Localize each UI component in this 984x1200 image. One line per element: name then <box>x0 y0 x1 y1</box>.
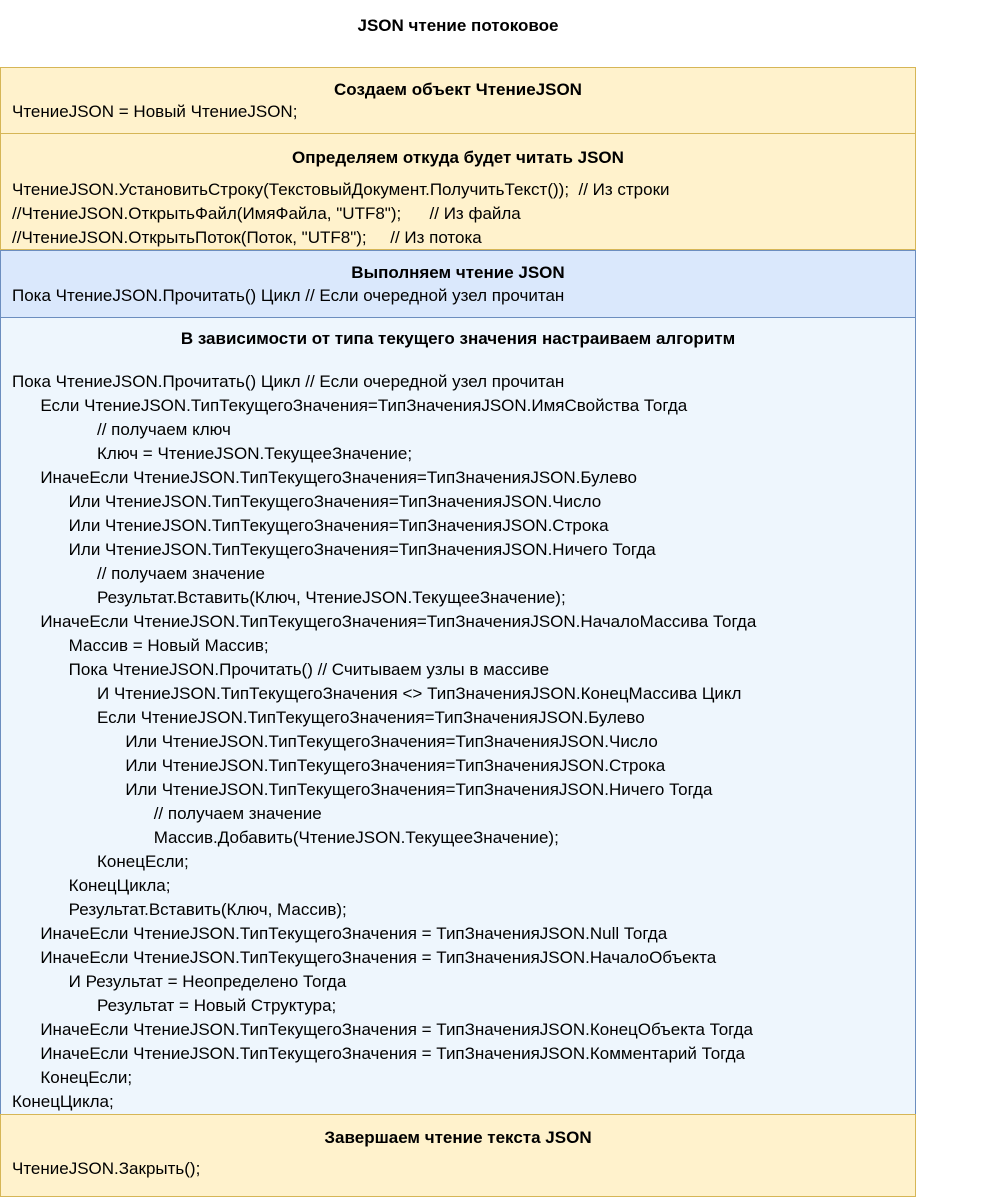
code-line: //ЧтениеJSON.ОткрытьПоток(Поток, "UTF8"); // Из потока <box>12 228 482 247</box>
code-line: ЧтениеJSON = Новый ЧтениеJSON; <box>12 102 298 121</box>
code-line: И Результат = Неопределено Тогда <box>12 972 347 991</box>
code-line: ЧтениеJSON.Закрыть(); <box>12 1159 201 1178</box>
code-line: Результат = Новый Структура; <box>12 996 337 1015</box>
code-line: КонецЕсли; <box>12 1068 133 1087</box>
code-line: Массив.Добавить(ЧтениеJSON.ТекущееЗначение); <box>12 828 559 847</box>
code-line: Или ЧтениеJSON.ТипТекущегоЗначения=ТипЗначенияJSON.Число <box>12 732 658 751</box>
code-line: // получаем ключ <box>12 420 231 439</box>
code-line: Пока ЧтениеJSON.Прочитать() // Считываем узлы в массиве <box>12 660 550 679</box>
block-heading: В зависимости от типа текущего значения настраиваем алгоритм <box>180 329 736 348</box>
code-line: Или ЧтениеJSON.ТипТекущегоЗначения=ТипЗначенияJSON.Число <box>12 492 602 511</box>
code-line: Если ЧтениеJSON.ТипТекущегоЗначения=ТипЗначенияJSON.Булево <box>12 708 645 727</box>
block-heading: Создаем объект ЧтениеJSON <box>334 80 582 99</box>
page-title: JSON чтение потоковое <box>357 16 559 35</box>
block-heading: Определяем откуда будет читать JSON <box>292 148 624 167</box>
close-block <box>0 1114 916 1197</box>
code-line: Или ЧтениеJSON.ТипТекущегоЗначения=ТипЗначенияJSON.Строка <box>12 516 609 535</box>
code-lines <box>12 100 912 124</box>
code-lines <box>12 284 912 308</box>
code-line: ИначеЕсли ЧтениеJSON.ТипТекущегоЗначения = ТипЗначенияJSON.НачалоОбъекта <box>12 948 717 967</box>
block-heading: Выполняем чтение JSON <box>351 263 565 282</box>
code-line: // получаем значение <box>12 564 265 583</box>
create-object-block <box>0 67 916 134</box>
code-line: ИначеЕсли ЧтениеJSON.ТипТекущегоЗначения=ТипЗначенияJSON.Булево <box>12 468 637 487</box>
source-block <box>0 133 916 250</box>
code-line: Массив = Новый Массив; <box>12 636 269 655</box>
code-line: ИначеЕсли ЧтениеJSON.ТипТекущегоЗначения=ТипЗначенияJSON.НачалоМассива Тогда <box>12 612 757 631</box>
code-line: Ключ = ЧтениеJSON.ТекущееЗначение; <box>12 444 413 463</box>
code-line: КонецЕсли; <box>12 852 189 871</box>
code-line: ИначеЕсли ЧтениеJSON.ТипТекущегоЗначения = ТипЗначенияJSON.Комментарий Тогда <box>12 1044 745 1063</box>
code-line: ИначеЕсли ЧтениеJSON.ТипТекущегоЗначения = ТипЗначенияJSON.КонецОбъекта Тогда <box>12 1020 753 1039</box>
read-block <box>0 250 916 318</box>
block-heading: Завершаем чтение текста JSON <box>324 1128 592 1147</box>
algorithm-block <box>0 318 916 1115</box>
code-line: Пока ЧтениеJSON.Прочитать() Цикл // Если очередной узел прочитан <box>12 286 565 305</box>
code-line: ИначеЕсли ЧтениеJSON.ТипТекущегоЗначения = ТипЗначенияJSON.Null Тогда <box>12 924 668 943</box>
code-line: //ЧтениеJSON.ОткрытьФайл(ИмяФайла, "UTF8"); // Из файла <box>12 204 521 223</box>
code-line: Если ЧтениеJSON.ТипТекущегоЗначения=ТипЗначенияJSON.ИмяСвойства Тогда <box>12 396 688 415</box>
code-line: КонецЦикла; <box>12 1092 114 1111</box>
code-line: Результат.Вставить(Ключ, Массив); <box>12 900 347 919</box>
code-line: КонецЦикла; <box>12 876 171 895</box>
code-line: Или ЧтениеJSON.ТипТекущегоЗначения=ТипЗначенияJSON.Ничего Тогда <box>12 780 713 799</box>
code-lines <box>12 370 912 1114</box>
code-line: Или ЧтениеJSON.ТипТекущегоЗначения=ТипЗначенияJSON.Ничего Тогда <box>12 540 656 559</box>
code-line: И ЧтениеJSON.ТипТекущегоЗначения <> ТипЗначенияJSON.КонецМассива Цикл <box>12 684 742 703</box>
code-line: Результат.Вставить(Ключ, ЧтениеJSON.ТекущееЗначение); <box>12 588 566 607</box>
code-lines <box>12 1157 912 1181</box>
code-line: Пока ЧтениеJSON.Прочитать() Цикл // Если очередной узел прочитан <box>12 372 565 391</box>
code-line: ЧтениеJSON.УстановитьСтроку(ТекстовыйДокумент.ПолучитьТекст()); // Из строки <box>12 180 670 199</box>
code-line: // получаем значение <box>12 804 322 823</box>
code-line: Или ЧтениеJSON.ТипТекущегоЗначения=ТипЗначенияJSON.Строка <box>12 756 666 775</box>
code-lines <box>12 178 912 250</box>
